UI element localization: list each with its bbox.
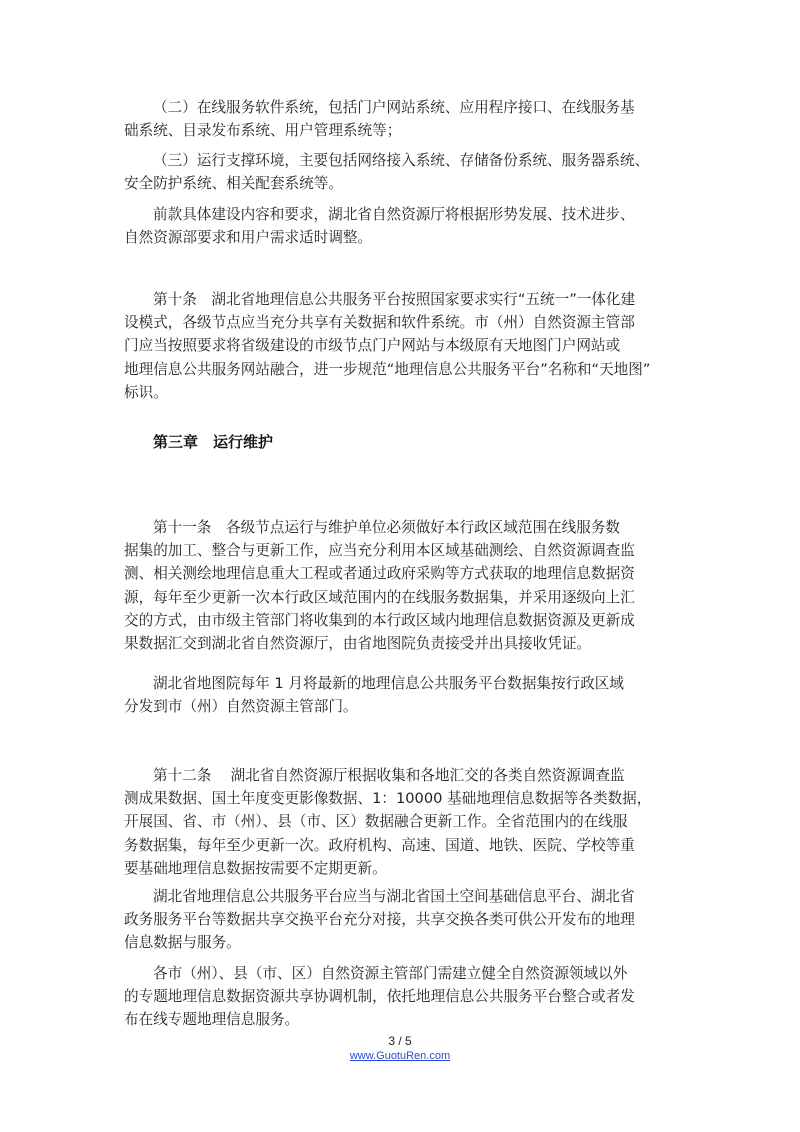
paragraph-thematic-data	[124, 962, 684, 1032]
text-line: 自然资源部要求和用户需求适时调整。	[124, 229, 373, 247]
text-line: 务数据集，每年至少更新一次。政府机构、高速、国道、地铁、医院、学校等重	[124, 836, 635, 854]
text-line: 交的方式，由市级主管部门将收集到的本行政区域内地理信息数据资源及更新成	[124, 611, 635, 629]
text-line: 要基础地理信息数据按需要不定期更新。	[124, 859, 387, 877]
paragraph-platform-integration	[124, 885, 684, 955]
text-line: 标识。	[124, 383, 168, 401]
paragraph-adjustment	[124, 203, 684, 249]
text-line: 分发到市（州）自然资源主管部门。	[124, 698, 358, 716]
article-10	[124, 288, 684, 404]
text-line: 第十二条 湖北省自然资源厅根据收集和各地汇交的各类自然资源调查监	[153, 767, 625, 784]
text-line: 信息数据与服务。	[124, 934, 241, 952]
chapter-heading: 第三章 运行维护	[153, 433, 274, 451]
text-line: 第十一条 各级节点运行与维护单位必须做好本行政区域范围在线服务数	[153, 519, 621, 536]
text-line: 据集的加工、整合与更新工作，应当充分利用本区域基础测绘、自然资源调查监	[124, 542, 635, 560]
article-11	[124, 516, 684, 655]
text-line: （二）在线服务软件系统，包括门户网站系统、应用程序接口、在线服务基	[153, 99, 635, 116]
footer-link[interactable]: www.GuotuRen.com	[349, 1050, 451, 1062]
text-line: 前款具体建设内容和要求，湖北省自然资源厅将根据形势发展、技术进步、	[153, 206, 635, 223]
text-line: 各市（州）、县（市、区）自然资源主管部门需建立健全自然资源领域以外	[153, 965, 628, 982]
text-line: 测、相关测绘地理信息重大工程或者通过政府采购等方式获取的地理信息数据资	[124, 565, 635, 583]
text-line: 门应当按照要求将省级建设的市级节点门户网站与本级原有天地图门户网站或	[124, 337, 621, 355]
text-line: 布在线专题地理信息服务。	[124, 1011, 300, 1029]
text-line: 开展国、省、市（州）、县（市、区）数据融合更新工作。全省范围内的在线服	[124, 813, 628, 831]
text-line: 第十条 湖北省地理信息公共服务平台按照国家要求实行“五统一”一体化建	[153, 291, 636, 308]
paragraph-item-3	[124, 149, 684, 195]
paragraph-distribution	[124, 672, 684, 718]
text-line: （三）运行支撑环境，主要包括网络接入系统、存储备份系统、服务器系统、	[153, 152, 650, 169]
page-number: 3 / 5	[388, 1034, 412, 1048]
text-line: 测成果数据、国土年度变更影像数据、1：10000 基础地理信息数据等各类数据，	[124, 790, 652, 808]
text-line: 果数据汇交到湖北省自然资源厅，由省地图院负责接受并出具接收凭证。	[124, 634, 592, 652]
article-12	[124, 764, 684, 880]
text-line: 湖北省地图院每年 1 月将最新的地理信息公共服务平台数据集按行政区域	[153, 675, 624, 692]
text-line: 政务服务平台等数据共享交换平台充分对接，共享交换各类可供公开发布的地理	[124, 911, 635, 929]
text-line: 安全防护系统、相关配套系统等。	[124, 175, 343, 193]
text-line: 源，每年至少更新一次本行政区域范围内的在线服务数据集，并采用逐级向上汇	[124, 588, 635, 606]
text-line: 湖北省地理信息公共服务平台应当与湖北省国土空间基础信息平台、湖北省	[153, 888, 635, 905]
text-line: 地理信息公共服务网站融合，进一步规范“地理信息公共服务平台”名称和“天地图”	[124, 360, 651, 378]
text-line: 础系统、目录发布系统、用户管理系统等；	[124, 122, 402, 140]
text-line: 设模式，各级节点应当充分共享有关数据和软件系统。市（州）自然资源主管部	[124, 314, 635, 332]
text-line: 的专题地理信息数据资源共享协调机制，依托地理信息公共服务平台整合或者发	[124, 988, 635, 1006]
paragraph-item-2	[124, 96, 684, 142]
